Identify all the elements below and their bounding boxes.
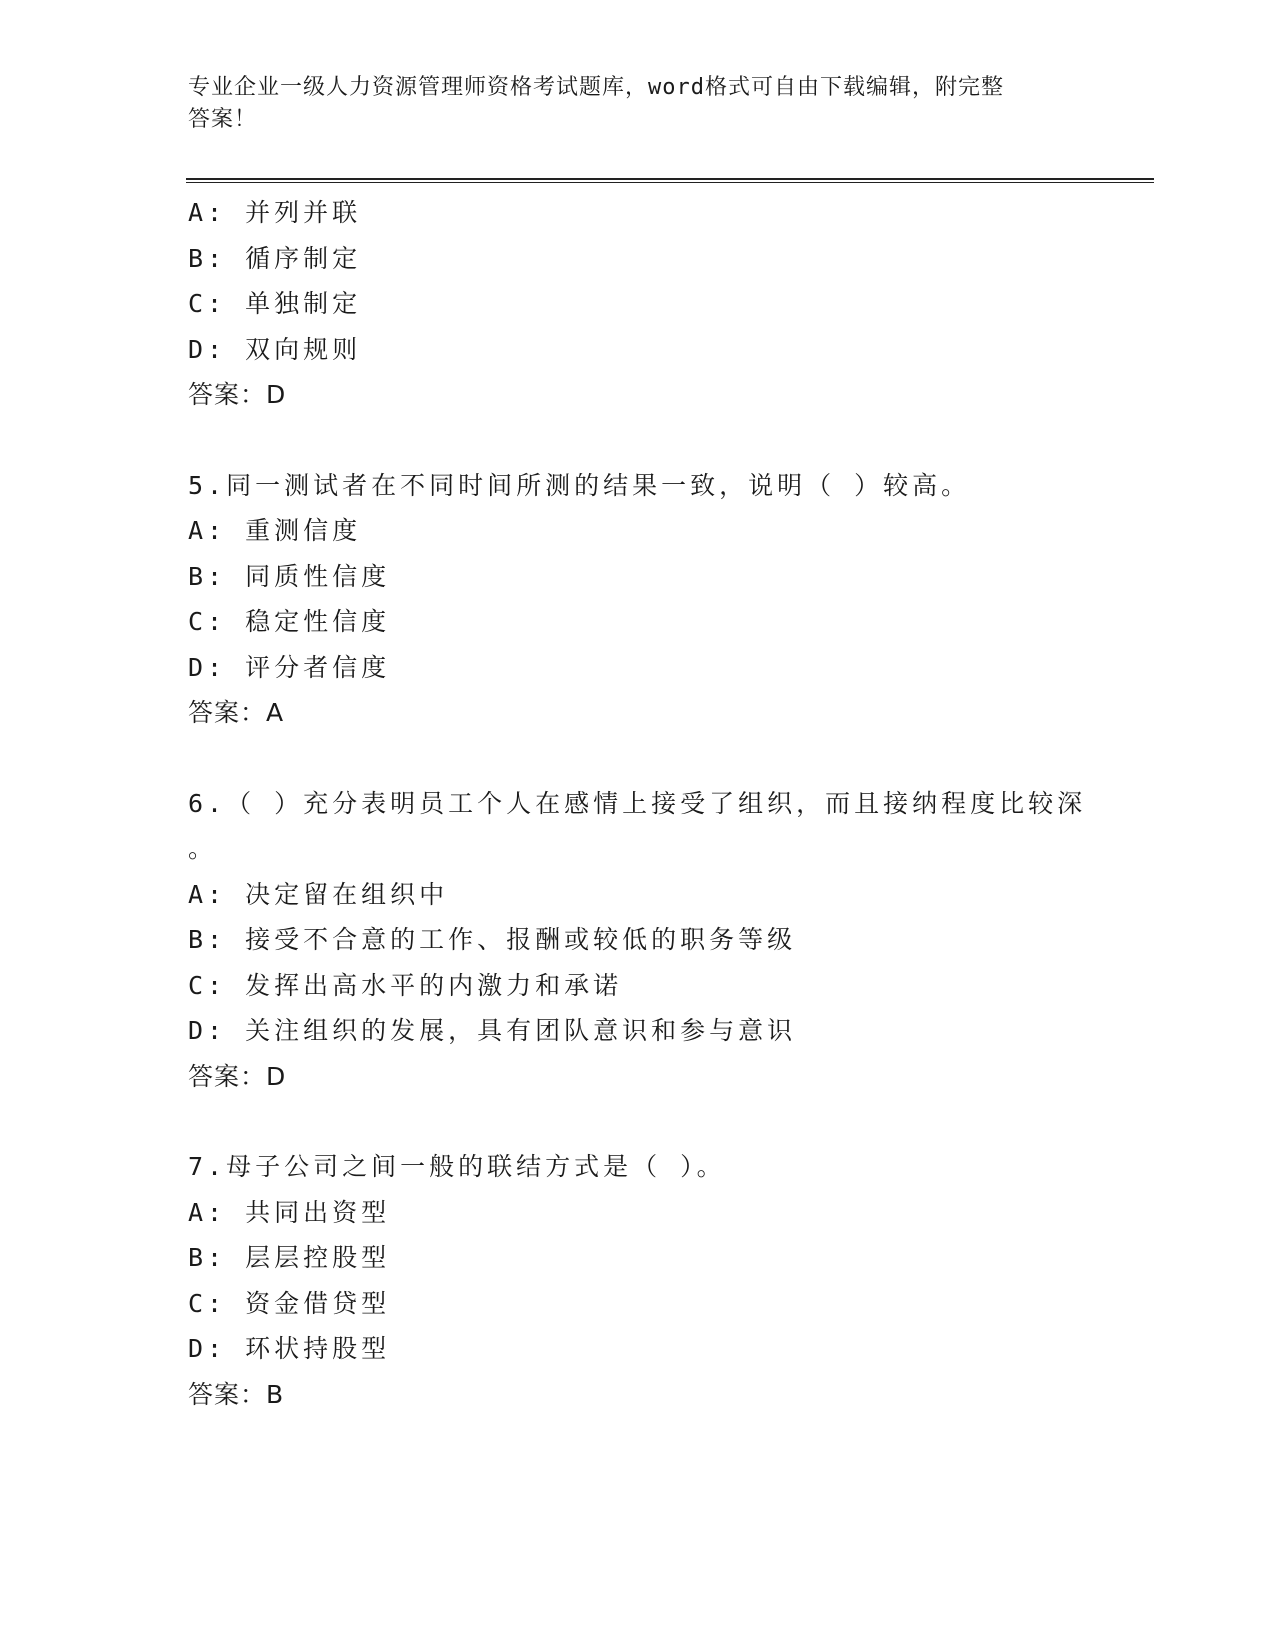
option-c: C: 单独制定 [188, 289, 362, 318]
option-d: D: 关注组织的发展，具有团队意识和参与意识 [188, 1016, 797, 1045]
header-rule-thick [186, 178, 1154, 180]
answer: 答案：D [188, 1061, 287, 1091]
answer: 答案：B [188, 1379, 285, 1409]
header-line-2: 答案！ [188, 107, 258, 132]
document-header [188, 72, 1068, 136]
option-a: A: 决定留在组织中 [188, 879, 449, 909]
question-block [188, 781, 1148, 1100]
question-stem-continuation: 。 [188, 834, 218, 863]
option-a: A: 共同出资型 [188, 1197, 391, 1227]
option-c: C: 资金借贷型 [188, 1288, 391, 1318]
option-a: A: 并列并联 [188, 198, 362, 227]
question-list [188, 190, 1148, 1417]
question-block [188, 463, 1148, 736]
answer: 答案：D [188, 380, 287, 409]
option-d: D: 双向规则 [188, 334, 362, 364]
question-stem: 7.母子公司之间一般的联结方式是（ ）。 [188, 1152, 726, 1181]
option-c: C: 稳定性信度 [188, 607, 391, 636]
question-stem: 6.（ ）充分表明员工个人在感情上接受了组织，而且接纳程度比较深 [188, 788, 1087, 818]
answer: 答案：A [188, 698, 285, 727]
header-line-1: 专业企业一级人力资源管理师资格考试题库，word格式可自由下载编辑，附完整 [188, 75, 1004, 100]
question-block [188, 190, 1148, 418]
option-d: D: 环状持股型 [188, 1334, 391, 1363]
option-b: B: 同质性信度 [188, 561, 391, 591]
header-rule-thin [186, 182, 1154, 183]
option-b: B: 循序制定 [188, 243, 362, 273]
question-stem: 5.同一测试者在不同时间所测的结果一致，说明（ ）较高。 [188, 470, 971, 500]
question-block [188, 1144, 1148, 1417]
option-a: A: 重测信度 [188, 516, 362, 545]
option-b: B: 层层控股型 [188, 1243, 391, 1272]
option-b: B: 接受不合意的工作、报酬或较低的职务等级 [188, 925, 797, 954]
option-c: C: 发挥出高水平的内激力和承诺 [188, 970, 623, 1000]
option-d: D: 评分者信度 [188, 652, 391, 682]
